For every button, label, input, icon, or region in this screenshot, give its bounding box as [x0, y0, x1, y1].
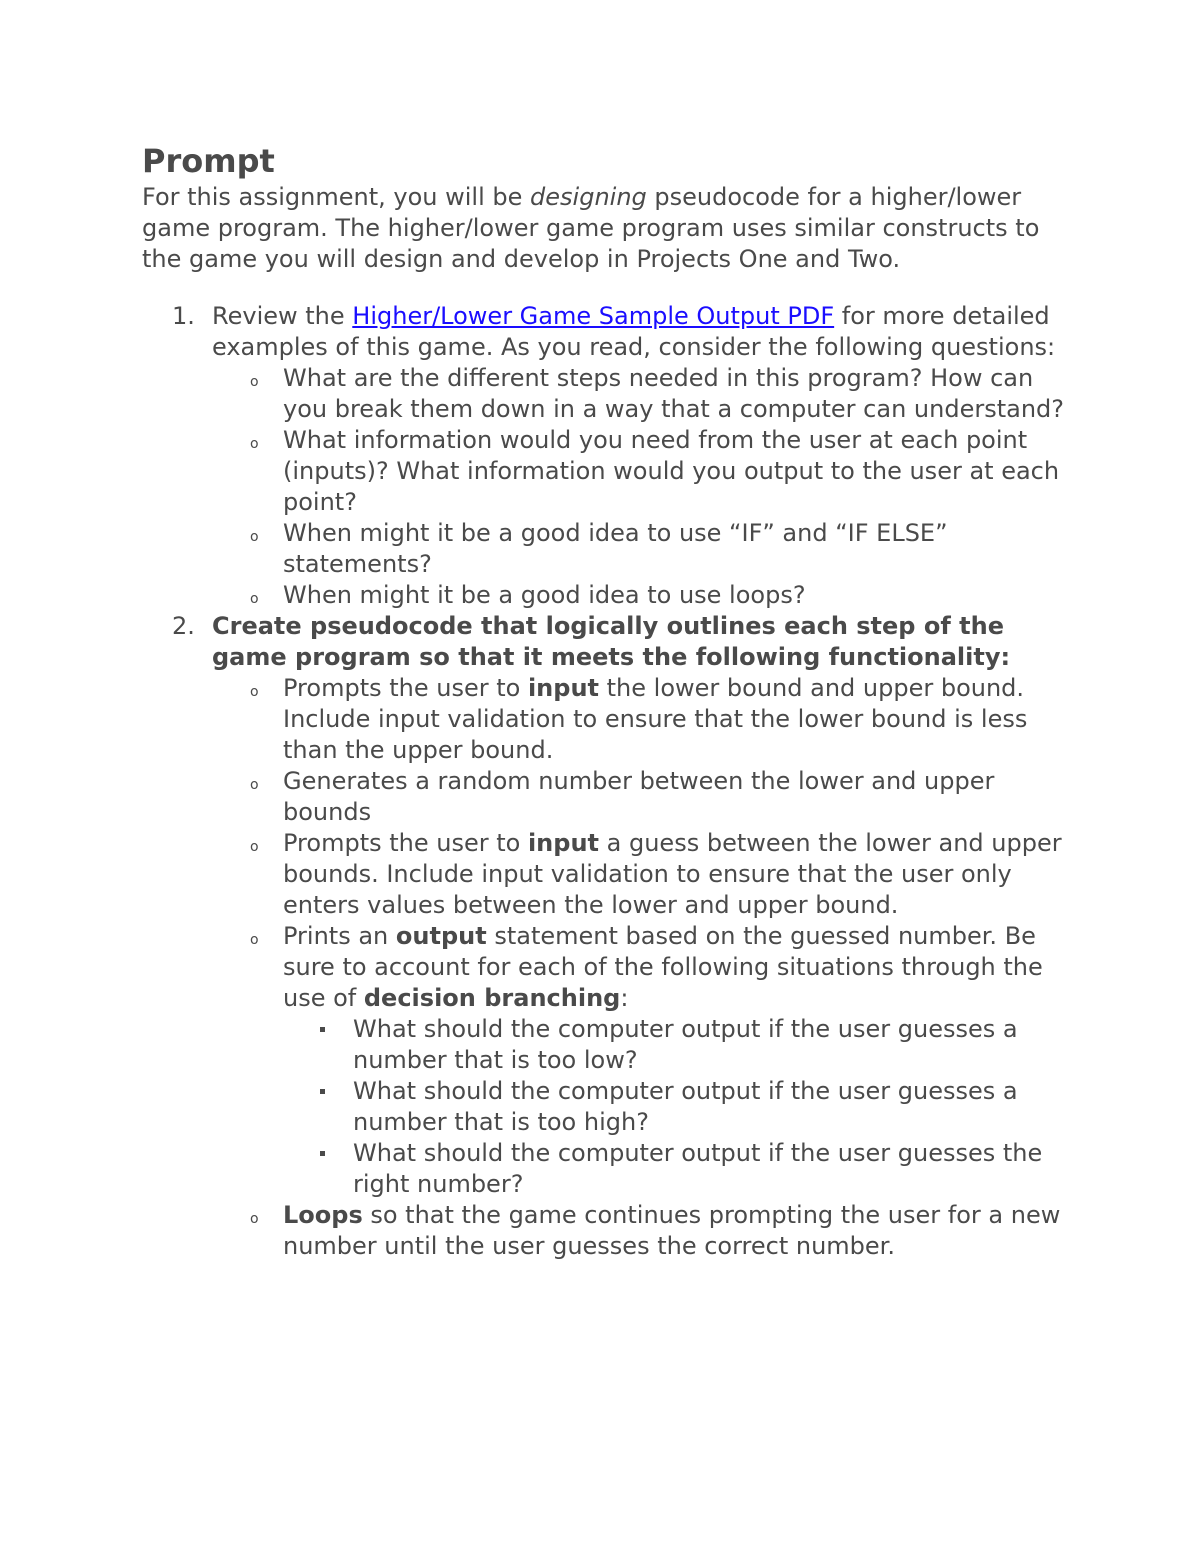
step-2-number: 2. [172, 612, 195, 640]
requirement-text: : [620, 984, 629, 1012]
square-bullet-icon [320, 1027, 325, 1032]
requirement-bold: input [527, 829, 600, 857]
square-bullet-icon [320, 1151, 325, 1156]
requirement-text: Prints an [283, 922, 396, 950]
situation-text: What should the computer output if the user guesses a number that is too low? [353, 1015, 1018, 1074]
step-2-title: Create pseudocode that logically outlines each step of the game program so that it meets the following functionality: [212, 612, 1011, 671]
document-page [142, 140, 1072, 1262]
circle-bullet-icon: o [250, 684, 259, 700]
question-text: When might it be a good idea to use loops? [283, 581, 806, 609]
circle-bullet-icon: o [250, 932, 259, 948]
square-bullet-icon [320, 1089, 325, 1094]
question-item [212, 518, 1072, 580]
situations-list [283, 1014, 1072, 1200]
requirement-bold: input [527, 674, 600, 702]
step-1-text-start: Review the [212, 302, 353, 330]
circle-bullet-icon: o [250, 1211, 259, 1227]
requirement-item [212, 828, 1072, 921]
requirement-text: Prompts the user to [283, 674, 528, 702]
step-2-requirements [212, 673, 1072, 1262]
requirement-item [212, 1200, 1072, 1262]
question-text: When might it be a good idea to use “IF” and “IF ELSE” statements? [283, 519, 948, 578]
requirement-text: Prompts the user to [283, 829, 528, 857]
requirement-bold: output [395, 922, 487, 950]
situation-item [283, 1014, 1072, 1076]
circle-bullet-icon: o [250, 839, 259, 855]
step-2 [142, 611, 1072, 1262]
situation-item [283, 1076, 1072, 1138]
situation-text: What should the computer output if the user guesses the right number? [353, 1139, 1043, 1198]
question-item [212, 363, 1072, 425]
intro-paragraph [142, 182, 1072, 275]
step-1 [142, 301, 1072, 611]
requirement-text: so that the game continues prompting the user for a new number until the user guesses the correct number. [283, 1201, 1061, 1260]
requirement-text: statement based on the guessed number. Be sure to account for each of the following situations through the use of [283, 922, 1043, 1012]
intro-emphasis: designing [530, 183, 647, 211]
step-1-text-end: for more detailed examples of this game. As you read, consider the following questions: [212, 302, 1056, 361]
circle-bullet-icon: o [250, 591, 259, 607]
sample-output-pdf-link[interactable]: Higher/Lower Game Sample Output PDF [352, 302, 835, 330]
requirement-bold: decision branching [363, 984, 621, 1012]
intro-text-end: pseudocode for a higher/lower game program. The higher/lower game program uses similar constructs to the game you will design and develop in Projects One and Two. [142, 183, 1040, 273]
requirement-item [212, 673, 1072, 766]
circle-bullet-icon: o [250, 777, 259, 793]
steps-list [142, 301, 1072, 1262]
question-text: What are the different steps needed in this program? How can you break them down in a way that a computer can understand? [283, 364, 1065, 423]
requirement-item [212, 766, 1072, 828]
step-1-number: 1. [172, 302, 195, 330]
requirement-bold: Loops [283, 1201, 363, 1229]
intro-text-start: For this assignment, you will be [142, 183, 531, 211]
requirement-item [212, 921, 1072, 1200]
page-heading: Prompt [142, 142, 275, 180]
circle-bullet-icon: o [250, 529, 259, 545]
circle-bullet-icon: o [250, 374, 259, 390]
situation-item [283, 1138, 1072, 1200]
requirement-text: Generates a random number between the lower and upper bounds [283, 767, 995, 826]
requirement-text: the lower bound and upper bound. Include input validation to ensure that the lower bound is less than the upper bound. [283, 674, 1028, 764]
situation-text: What should the computer output if the user guesses a number that is too high? [353, 1077, 1018, 1136]
step-1-questions [212, 363, 1072, 611]
requirement-text: a guess between the lower and upper bounds. Include input validation to ensure that the user only enters values between the lower and upper bound. [283, 829, 1062, 919]
circle-bullet-icon: o [250, 436, 259, 452]
question-text: What information would you need from the user at each point (inputs)? What information would you output to the user at each point? [283, 426, 1060, 516]
question-item [212, 580, 1072, 611]
question-item [212, 425, 1072, 518]
